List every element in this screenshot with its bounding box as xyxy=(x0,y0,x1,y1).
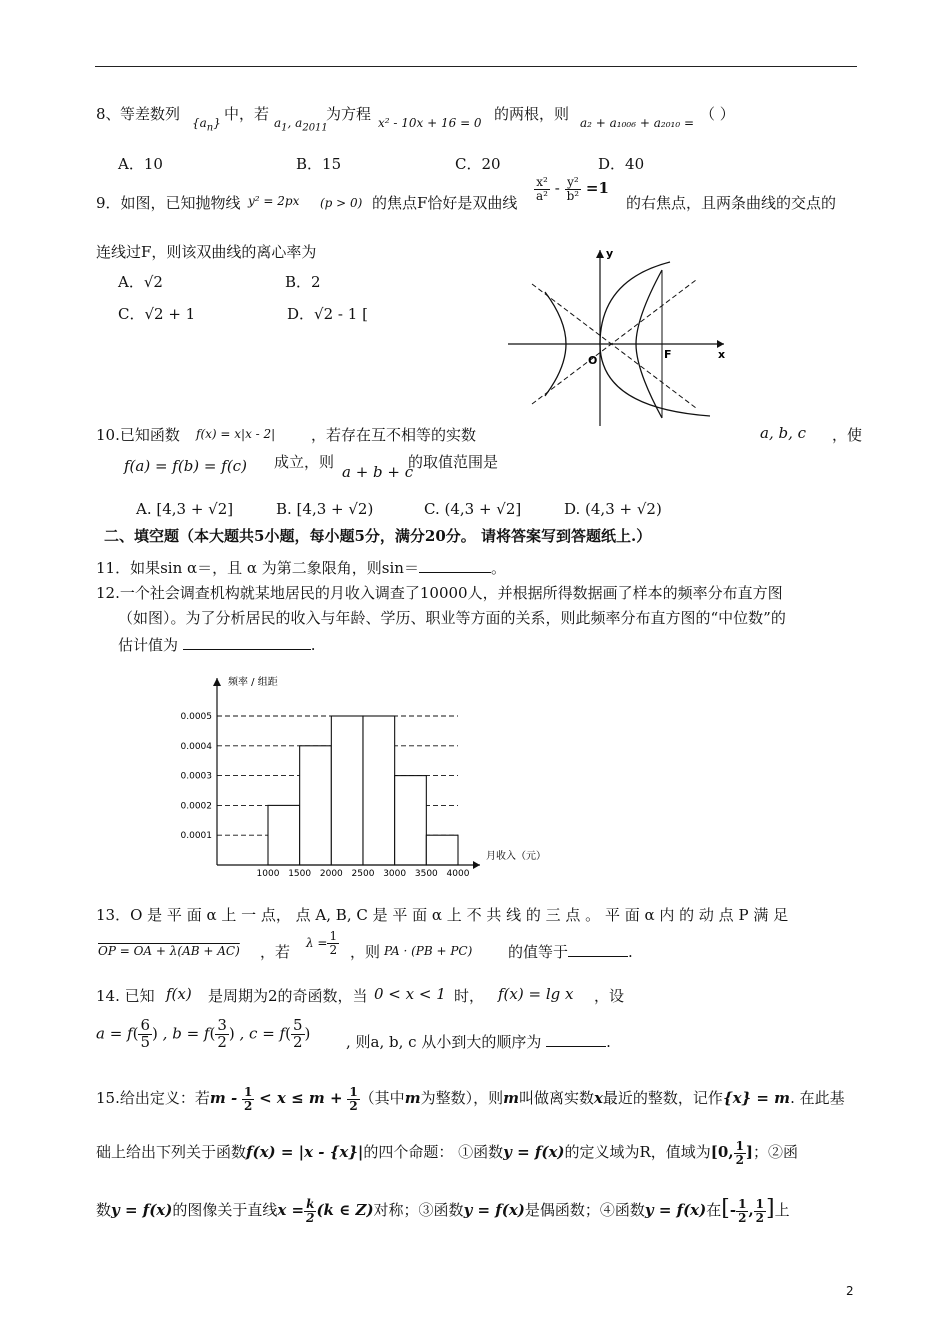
histogram-bar xyxy=(300,746,332,865)
histogram-y-tick-label: 0.0002 xyxy=(180,801,212,812)
histogram-x-title: 月收入（元） xyxy=(486,851,546,862)
q13-vector-equation: OP = OA + λ(AB + AC) xyxy=(98,944,240,958)
q12-histogram xyxy=(160,668,580,878)
q9-figure xyxy=(500,240,740,430)
q9-text-1: 9．如图，已知抛物线 xyxy=(96,194,241,212)
q10-text-5: 的取值范围是 xyxy=(408,453,499,471)
histogram-y-arrow xyxy=(213,678,221,686)
q10-option-b: B. [4,3 + √2) xyxy=(276,500,374,518)
q8-text-4: 的两根，则 xyxy=(494,105,570,123)
q14-text-1: 14. 已知 xyxy=(96,987,155,1005)
page-number: 2 xyxy=(846,1284,854,1298)
histogram-bar xyxy=(268,805,300,865)
q11-answer-blank xyxy=(419,558,491,573)
q13-dot-expression: PA · (PB + PC) xyxy=(384,944,473,958)
q8-answer-paren: （ ） xyxy=(700,105,735,123)
q8-expression: a₂ + a₁₀₀₆ + a₂₀₁₀ = xyxy=(580,116,694,130)
histogram-bar xyxy=(395,776,427,865)
histogram-y-tick-label: 0.0004 xyxy=(180,741,212,752)
q9-label-f: F xyxy=(664,348,672,361)
q13-text-2: ，若 xyxy=(260,943,291,961)
histogram-x-tick-label: 4000 xyxy=(446,869,470,878)
q13-answer-blank xyxy=(568,942,628,957)
q10-text-1: 10.已知函数 xyxy=(96,426,180,444)
q10-option-c: C. (4,3 + √2] xyxy=(424,500,522,518)
histogram-bar xyxy=(331,716,363,865)
q13-text-4: 的值等于 . xyxy=(508,943,633,961)
q10-function: f(x) = x|x - 2| xyxy=(196,427,276,441)
q14-text-3: 时， xyxy=(454,987,485,1005)
q14-answer-blank xyxy=(546,1032,606,1047)
q8-sequence: $\{a_n\}$ xyxy=(192,116,221,134)
histogram-x-tick-label: 2500 xyxy=(351,869,375,878)
q10-option-a: A. [4,3 + √2] xyxy=(136,500,234,518)
q10-condition: f(a) = f(b) = f(c) xyxy=(124,457,247,475)
q13-lambda: λ = $\frac{1}{2}$ xyxy=(306,929,338,957)
q8-option-a: A．10 xyxy=(118,155,163,173)
q10-option-d: D. (4,3 + √2) xyxy=(564,500,662,518)
q9-option-d: D．√2 - 1 [ xyxy=(287,305,368,323)
q12-line-2: （如图）。为了分析居民的收入与年龄、学历、职业等方面的关系，则此频率分布直方图的“中位数”的 xyxy=(118,609,786,627)
q9-option-b: B．2 xyxy=(285,273,321,291)
histogram-y-tick-label: 0.0001 xyxy=(180,831,212,842)
q8-text-1: 等差数列 xyxy=(120,105,181,123)
q14-fx: f(x) xyxy=(166,985,192,1003)
q14-range: 0 < x < 1 xyxy=(374,985,446,1003)
q10-vars: a, b, c xyxy=(760,424,807,442)
q15-line-3: 数y = f(x)的图像关于直线x = $\frac{k}{2}$ (k ∈ Z)对称；③函数y = f(x)是偶函数；④函数y = f(x)在[- $\frac{1}{2}$ , $\frac{1}{2}$ ]上 xyxy=(96,1196,790,1225)
q8-text-3: 为方程 xyxy=(326,105,372,123)
q9-hyperbola: $\frac{\text{x²}}{\text{a²}}$ - $\frac{\text{y²}}{\text{b²}}$ =1 xyxy=(536,175,609,203)
histogram-x-tick-label: 1000 xyxy=(256,869,280,878)
q8-text-2: 中，若 xyxy=(224,105,270,123)
q9-x-arrow xyxy=(717,340,724,348)
histogram-y-tick-label: 0.0005 xyxy=(180,712,212,722)
q13-text-3: ，则 xyxy=(350,943,381,961)
q11-text: 11．如果sin α＝，且 α 为第二象限角，则sin＝ xyxy=(96,559,419,577)
histogram-bar xyxy=(426,835,458,865)
q10-sum: a + b + c xyxy=(342,463,414,481)
q14-text-5: , 则a, b, c 从小到大的顺序为 . xyxy=(346,1033,611,1051)
histogram-bar xyxy=(363,716,395,865)
histogram-x-tick-labels xyxy=(257,869,470,878)
q14-fx2: f(x) = lg x xyxy=(498,985,574,1003)
q12-line-1: 12.一个社会调查机构就某地居民的月收入调查了10000人，并根据所得数据画了样本的频率分布直方图 xyxy=(96,584,783,602)
histogram-x-arrow xyxy=(473,861,480,869)
q9-y-arrow xyxy=(596,250,604,258)
histogram-y-title: 频率 / 组距 xyxy=(228,677,278,688)
q9-label-y: y xyxy=(606,247,614,260)
q13-line-1: 13．O 是 平 面 α 上 一 点， 点 A, B, C 是 平 面 α 上 不 共 线 的 三 点 。 平 面 α 内 的 动 点 P 满 足 xyxy=(96,906,789,924)
histogram-bars xyxy=(268,716,458,865)
q9-label-o: O xyxy=(588,354,598,367)
q9-asymptote-1 xyxy=(532,284,696,408)
q15-line-2: 础上给出下列关于函数f(x) = |x - {x}|的四个命题： ①函数y = f(x)的定义域为R，值域为[0, $\frac{1}{2}$ ]；②函 xyxy=(96,1139,799,1167)
q9-label-x: x xyxy=(718,348,726,361)
histogram-x-tick-label: 3500 xyxy=(414,869,438,878)
histogram-x-tick-label: 3000 xyxy=(383,869,407,878)
q9-option-a: A．√2 xyxy=(118,273,163,291)
q8-option-d: D．40 xyxy=(598,155,645,173)
q12-answer-blank xyxy=(183,635,311,650)
q11-end: 。 xyxy=(490,559,506,577)
section-2-heading: 二、填空题（本大题共5小题，每小题5分，满分20分。 请将答案写到答题纸上.） xyxy=(104,527,652,545)
q15-line-1: 15.给出定义：若m - $\frac{1}{2}$ < x ≤ m + $\frac{1}{2}$ （其中m为整数），则m叫做离实数x最近的整数，记作{x} = m. 在此基 xyxy=(96,1085,845,1113)
q14-abc: a = f( $\frac{6}{5}$ ) , b = f( $\frac{3}{2}$ ) , c = f( $\frac{5}{2}$ ) xyxy=(96,1016,311,1051)
q14-text-2: 是周期为2的奇函数，当 xyxy=(208,987,368,1005)
q8-equation: x² - 10x + 16 = 0 xyxy=(378,116,482,130)
q8-option-c: C．20 xyxy=(455,155,501,173)
q9-text-2: 的焦点F恰好是双曲线 xyxy=(372,194,518,212)
histogram-y-tick-labels xyxy=(181,712,213,841)
q10-text-2: ，若存在互不相等的实数 xyxy=(311,426,477,444)
question-11 xyxy=(96,557,506,578)
q9-text-3: 的右焦点，且两条曲线的交点的 xyxy=(626,194,837,212)
q9-condition: (p > 0) xyxy=(320,196,363,210)
histogram-y-tick-label: 0.0003 xyxy=(180,771,212,782)
q10-text-4: 成立，则 xyxy=(274,453,335,471)
histogram-x-tick-label: 1500 xyxy=(288,869,312,878)
histogram-x-tick-label: 2000 xyxy=(319,869,343,878)
q9-text-line2: 连线过F，则该双曲线的离心率为 xyxy=(96,243,317,261)
header-rule xyxy=(95,66,857,67)
q14-text-4: ，设 xyxy=(594,987,625,1005)
q9-asymptote-2 xyxy=(532,280,696,404)
q8-roots: $a_1$, $a_{2011}$ xyxy=(274,116,328,134)
q9-parabola-curve xyxy=(600,262,710,416)
q8-option-b: B．15 xyxy=(296,155,342,173)
q8-number: 8、 xyxy=(96,105,121,123)
q12-line-3: 估计值为 . xyxy=(118,636,316,654)
q9-option-c: C．√2 + 1 xyxy=(118,305,196,323)
q10-text-3: ，使 xyxy=(832,426,863,444)
q9-parabola: y² = 2px xyxy=(248,194,300,208)
